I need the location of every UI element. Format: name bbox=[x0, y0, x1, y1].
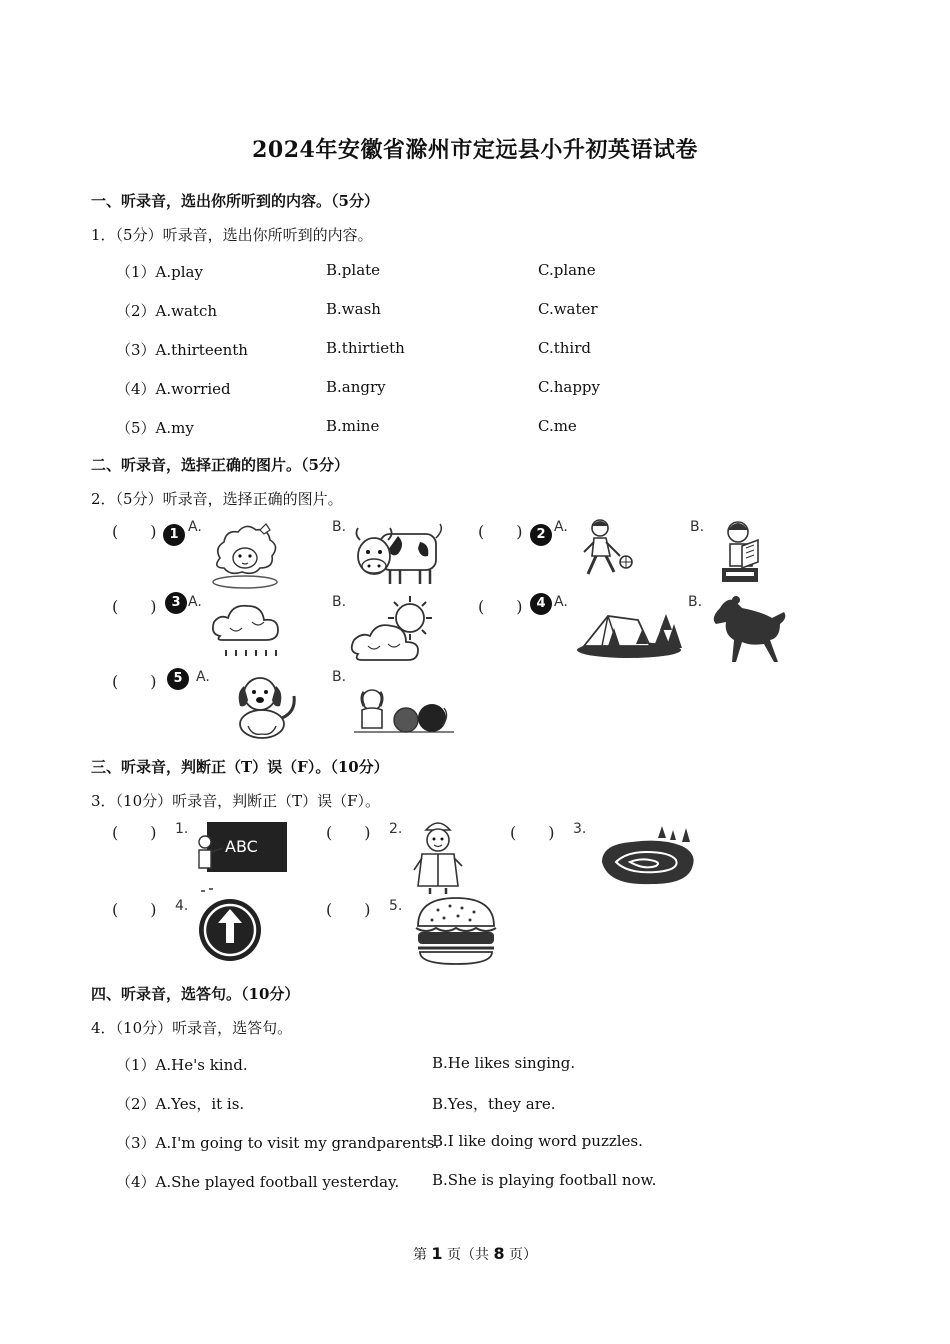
footer-suffix: 页） bbox=[509, 1247, 538, 1263]
section3-heading: 三、听录音，判断正（T）误（F）。（10分） bbox=[91, 758, 389, 776]
page-footer bbox=[0, 1244, 950, 1264]
footer-prefix: 第 bbox=[412, 1247, 427, 1263]
answer-blank[interactable]: ( ) bbox=[112, 597, 157, 616]
q1-item3-c: C.third bbox=[538, 339, 591, 357]
teacher-at-blackboard-picture bbox=[195, 818, 291, 876]
q4-item4-a: （4）A.She played football yesterday. bbox=[116, 1173, 400, 1191]
footer-middle: 页（共 bbox=[447, 1247, 489, 1263]
sunny-cloud-picture bbox=[348, 594, 440, 668]
hamburger-picture bbox=[412, 896, 500, 968]
horse-riding-picture bbox=[706, 594, 794, 666]
q1-item5-c: C.me bbox=[538, 417, 577, 435]
dog-with-balls-picture bbox=[352, 682, 456, 736]
answer-blank[interactable]: ( ) bbox=[326, 823, 371, 842]
answer-blank[interactable]: ( ) bbox=[112, 900, 157, 919]
sheep-picture bbox=[208, 518, 282, 590]
q4-item3-a: （3）A.I'm going to visit my grandparents. bbox=[116, 1134, 440, 1152]
option-a-label: A. bbox=[554, 594, 568, 610]
q1-item1-a: （1）A.play bbox=[116, 263, 203, 281]
go-straight-sign-picture bbox=[195, 885, 265, 965]
q1-item5-b: B.mine bbox=[326, 417, 380, 435]
q1-item1-c: C.plane bbox=[538, 261, 596, 279]
option-a-label: A. bbox=[188, 519, 202, 535]
q1-item5-a: （5）A.my bbox=[116, 419, 194, 437]
answer-blank[interactable]: ( ) bbox=[326, 900, 371, 919]
q1-item2-a: （2）A.watch bbox=[116, 302, 218, 320]
q4-item2-b: B.Yes，they are. bbox=[432, 1095, 556, 1113]
q1-item3-b: B.thirtieth bbox=[326, 339, 405, 357]
option-b-label: B. bbox=[332, 669, 347, 685]
question-4: 4．（10分）听录音，选答句。 bbox=[91, 1019, 293, 1037]
q4-item4-b: B.She is playing football now. bbox=[432, 1171, 657, 1189]
item-4-number: 4. bbox=[175, 898, 189, 914]
q1-item2-c: C.water bbox=[538, 300, 598, 318]
section2-heading: 二、听录音，选择正确的图片。（5分） bbox=[91, 456, 349, 474]
answer-blank[interactable]: ( ) bbox=[112, 672, 157, 691]
option-a-label: A. bbox=[554, 519, 568, 535]
option-b-label: B. bbox=[332, 594, 347, 610]
answer-blank[interactable]: ( ) bbox=[478, 597, 523, 616]
answer-blank[interactable]: ( ) bbox=[112, 823, 157, 842]
option-a-label: A. bbox=[188, 594, 202, 610]
item-1-number: 1. bbox=[175, 821, 189, 837]
option-b-label: B. bbox=[690, 519, 705, 535]
camping-tent-picture bbox=[574, 596, 684, 660]
item-2-number: 2. bbox=[389, 821, 403, 837]
section4-heading: 四、听录音，选答句。（10分） bbox=[91, 985, 300, 1003]
cow-picture bbox=[350, 516, 448, 590]
footer-page-number: 1 bbox=[431, 1244, 443, 1263]
answer-blank[interactable]: ( ) bbox=[510, 823, 555, 842]
q1-item4-b: B.angry bbox=[326, 378, 386, 396]
item-5-number: 5. bbox=[389, 898, 403, 914]
boy-reading-picture bbox=[712, 518, 772, 588]
option-b-label: B. bbox=[332, 519, 347, 535]
dog-picture bbox=[228, 670, 300, 740]
q1-item4-a: （4）A.worried bbox=[116, 380, 231, 398]
q4-item1-a: （1）A.He's kind. bbox=[116, 1056, 248, 1074]
footer-total-pages: 8 bbox=[493, 1244, 505, 1263]
q1-item3-a: （3）A.thirteenth bbox=[116, 341, 248, 359]
boy-playing-basketball-picture bbox=[574, 518, 638, 584]
item-3-number: 3. bbox=[573, 821, 587, 837]
number-2-badge: 2 bbox=[530, 524, 552, 546]
q4-item2-a: （2）A.Yes，it is. bbox=[116, 1095, 245, 1113]
page-title: 2024年安徽省滁州市定远县小升初英语试卷 bbox=[252, 137, 698, 163]
option-a-label: A. bbox=[196, 669, 210, 685]
number-3-badge: 3 bbox=[165, 592, 187, 614]
section1-heading: 一、听录音，选出你所听到的内容。（5分） bbox=[91, 192, 379, 210]
q1-item2-b: B.wash bbox=[326, 300, 381, 318]
doctor-picture bbox=[410, 818, 466, 894]
answer-blank[interactable]: ( ) bbox=[112, 522, 157, 541]
q4-item3-b: B.I like doing word puzzles. bbox=[432, 1132, 643, 1150]
question-1: 1．（5分）听录音，选出你所听到的内容。 bbox=[91, 226, 373, 244]
answer-blank[interactable]: ( ) bbox=[478, 522, 523, 541]
q1-item1-b: B.plate bbox=[326, 261, 381, 279]
option-b-label: B. bbox=[688, 594, 703, 610]
number-5-badge: 5 bbox=[167, 668, 189, 690]
q1-item4-c: C.happy bbox=[538, 378, 600, 396]
rainy-cloud-picture bbox=[208, 598, 292, 664]
question-2: 2．（5分）听录音，选择正确的图片。 bbox=[91, 490, 343, 508]
maze-park-picture bbox=[592, 822, 702, 892]
number-4-badge: 4 bbox=[530, 593, 552, 615]
q4-item1-b: B.He likes singing. bbox=[432, 1054, 576, 1072]
board-text: ABC bbox=[225, 837, 258, 856]
number-1-badge: 1 bbox=[163, 524, 185, 546]
question-3: 3．（10分）听录音，判断正（T）误（F）。 bbox=[91, 792, 381, 810]
